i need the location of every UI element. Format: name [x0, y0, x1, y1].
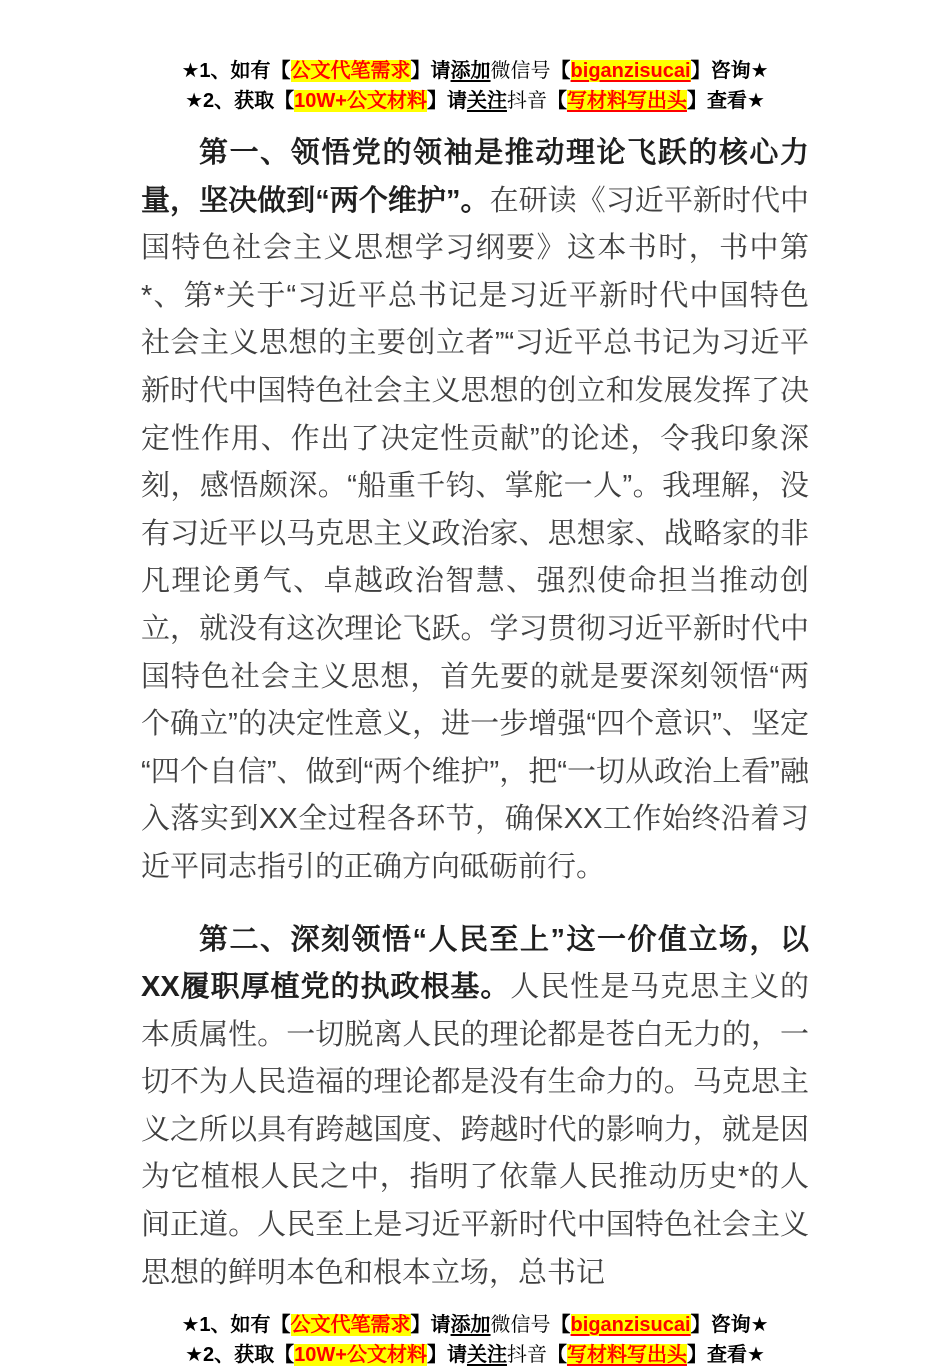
- text-segment: 公文代笔需求: [290, 60, 411, 82]
- text-segment: biganzisucai: [570, 1314, 691, 1337]
- text-segment: 】请: [410, 1314, 451, 1337]
- text-segment: 微信号: [490, 60, 551, 82]
- text-segment: 在研读《习近平新时代中国特色社会主义思想学习纲要》这本书时，书中第*、第*关于“习近平总书记是习近平新时代中国特色社会主义思想的主要创立者”“习近平总书记为习近平新时代中国特色社会主义思想的创立和发展发挥了决定性作用、作出了决定性贡献”的论述，令我印象深刻，感悟颇深。“船重千钧、掌舵一人”。我理解，没有习近平以马克思主义政治家、思想家、战略家的非凡理论勇气、卓越政治智慧、强烈使命担当推动创立，就没有这次理论飞跃。学习贯彻习近平新时代中国特色社会主义思想，首先要的就是要深刻领悟“两个确立”的决定性意义，进一步增强“四个意识”、坚定“四个自信”、做到“两个维护”，把“一切从政治上看”融入落实到XX全过程各环节，确保XX工作始终沿着习近平同志指引的正确方向砥砺前行。: [141, 184, 809, 883]
- text-segment: 写材料写出头: [566, 90, 687, 112]
- text-segment: 第一、领悟党的领袖是推动理论飞跃的核心力量，坚决做到“两个维护”。: [141, 137, 809, 217]
- text-segment: 写材料写出头: [566, 1344, 687, 1367]
- text-segment: 添加: [450, 60, 491, 82]
- text-segment: 添加: [450, 1314, 491, 1337]
- text-segment: 抖音: [506, 1344, 547, 1367]
- text-segment: ★2、获取【: [185, 90, 295, 112]
- text-segment: 】查看★: [686, 90, 765, 112]
- text-segment: 】请: [426, 90, 467, 112]
- text-segment: ★1、如有【: [181, 60, 291, 82]
- text-segment: 【: [546, 90, 567, 112]
- paragraph-2: [141, 917, 809, 1298]
- text-segment: 【: [546, 1344, 567, 1367]
- paragraph-1: [141, 130, 809, 892]
- text-segment: 】请: [410, 60, 451, 82]
- text-segment: 【: [550, 60, 571, 82]
- text-segment: biganzisucai: [570, 60, 691, 82]
- promo-header-line-1: [141, 56, 809, 86]
- promo-footer-line-2: [141, 1340, 809, 1370]
- promo-footer-line-1: [141, 1310, 809, 1340]
- text-segment: 抖音: [506, 90, 547, 112]
- text-segment: 人民性是马克思主义的本质属性。一切脱离人民的理论都是苍白无力的，一切不为人民造福的理论都是没有生命力的。马克思主义之所以具有跨越国度、跨越时代的影响力，就是因为它植根人民之中，指明了依靠人民推动历史*的人间正道。人民至上是习近平新时代中国特色社会主义思想的鲜明本色和根本立场，总书记: [141, 971, 809, 1289]
- text-segment: 】请: [426, 1344, 467, 1367]
- text-segment: 【: [550, 1314, 571, 1337]
- promo-header-line-2: [141, 86, 809, 116]
- text-segment: 第二、深刻领悟“人民至上”这一价值立场，以XX履职厚植党的执政根基。: [141, 923, 809, 1004]
- promo-header: [141, 56, 809, 116]
- text-segment: 】查看★: [686, 1344, 765, 1367]
- text-segment: 】咨询★: [690, 60, 769, 82]
- text-segment: 10W+公文材料: [294, 1344, 427, 1367]
- text-segment: 关注: [466, 1344, 507, 1367]
- promo-footer: [141, 1310, 809, 1370]
- text-segment: ★2、获取【: [185, 1344, 295, 1367]
- text-segment: 】咨询★: [690, 1314, 769, 1337]
- text-segment: 微信号: [490, 1314, 551, 1337]
- text-segment: ★1、如有【: [181, 1314, 291, 1337]
- text-segment: 公文代笔需求: [290, 1314, 411, 1337]
- text-segment: 10W+公文材料: [294, 90, 427, 112]
- text-segment: 关注: [466, 90, 507, 112]
- document-body: [141, 130, 809, 1297]
